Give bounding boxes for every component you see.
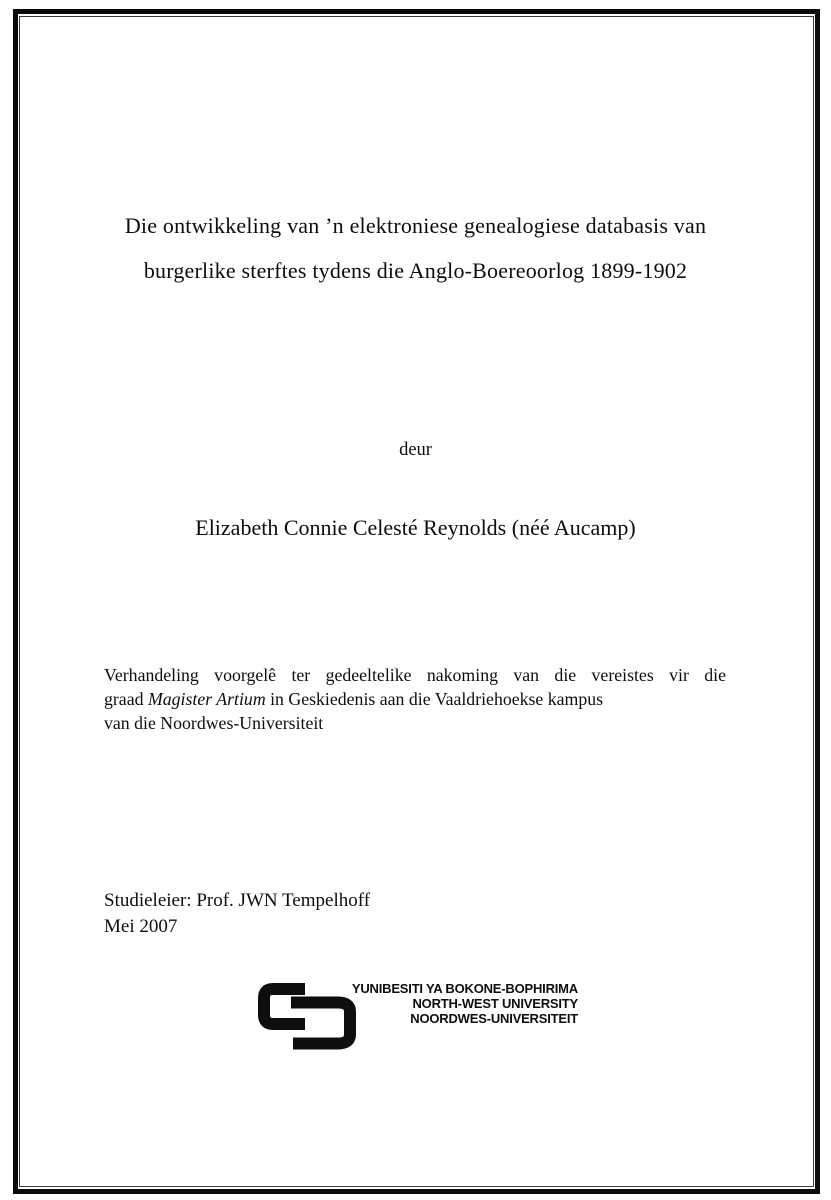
- logo-line-afrikaans: NOORDWES-UNIVERSITEIT: [410, 1011, 578, 1027]
- thesis-title-line1: Die ontwikkeling van ’n elektroniese genealogiese databasis van: [124, 213, 707, 238]
- date-line: Mei 2007: [104, 915, 178, 937]
- submission-line3: van die Noordwes-Universiteit: [104, 713, 324, 733]
- supervisor-line: Studieleier: Prof. JWN Tempelhoff: [104, 890, 371, 911]
- author-name: Elizabeth Connie Celesté Reynolds (néé Aucamp): [195, 515, 636, 540]
- logo-line-setswana: YUNIBESITI YA BOKONE-BOPHIRIMA: [351, 981, 578, 996]
- university-logo: [258, 981, 578, 1053]
- submission-line2-suffix: in Geskiedenis aan die Vaaldriehoekse kampus: [265, 689, 604, 709]
- thesis-title-line2: burgerlike sterftes tydens die Anglo-Boereoorlog 1899-1902: [143, 258, 688, 283]
- thesis-title: [54, 203, 777, 293]
- submission-line2-prefix: graad: [104, 689, 148, 709]
- university-logo-text: [322, 981, 578, 1027]
- byline-label: deur: [399, 440, 432, 460]
- submission-statement: [104, 663, 726, 735]
- submission-line1: Verhandeling voorgelê ter gedeeltelike nakoming van die vereistes vir die: [104, 665, 726, 685]
- submission-line2: [104, 687, 726, 711]
- degree-name: Magister Artium: [147, 689, 266, 709]
- logo-line-english: NORTH-WEST UNIVERSITY: [412, 996, 578, 1012]
- supervisor-and-date: [104, 888, 370, 939]
